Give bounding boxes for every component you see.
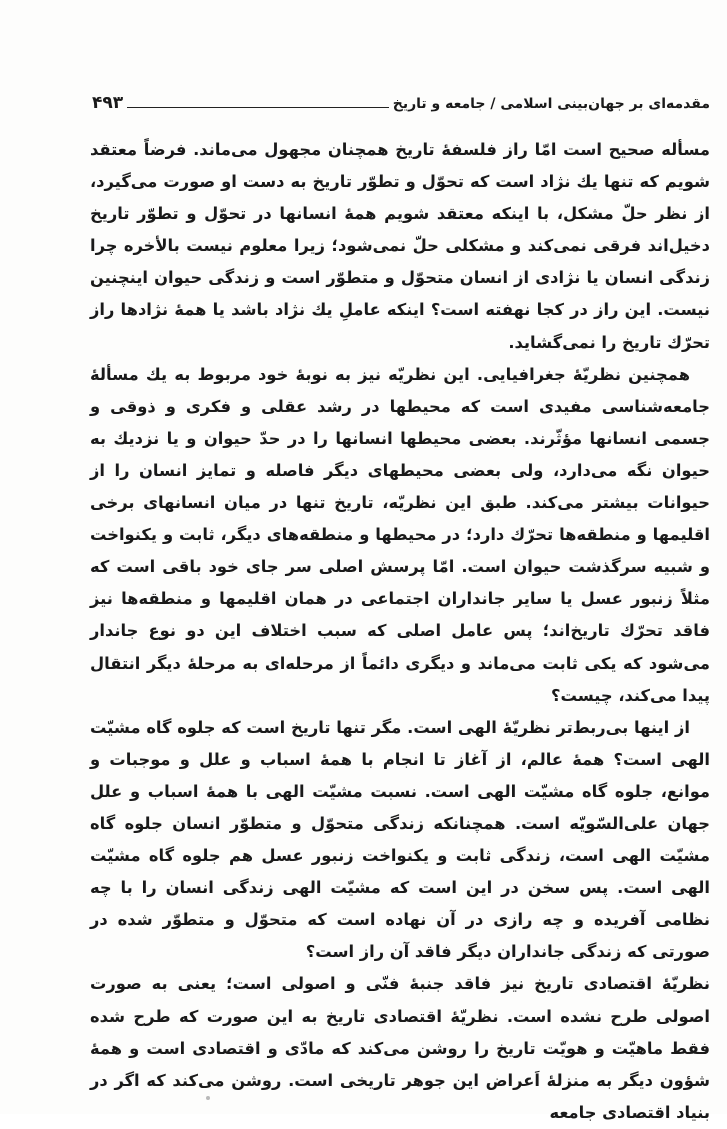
page-header (92, 92, 710, 112)
paragraph-4: نظریّهٔ اقتصادی تاریخ نیز فاقد جنبهٔ فنّی و اصولی است؛ یعنی به صورت اصولی طرح نشده است. نظریّهٔ اقتصادی تاریخ به این صورت که طرح شده فقط ماهیّت و هویّت تاریخ را روشن می‌کند که مادّی و اقتصادی است و همهٔ شؤون دیگر به منزلهٔ اَعراض این جوهر تاریخی است. روشن می‌کند که اگر در بنیاد اقتصادی جامعه (90, 974, 710, 1122)
body-text (90, 134, 710, 1129)
paragraph-2: همچنین نظریّهٔ جغرافیایی. این نظریّه نیز به نوبهٔ خود مربوط به یك مسألهٔ جامعه‌شناسی مفیدی است که محیطها در رشد عقلی و فکری و ذوقی و جسمی انسانها مؤثّرند. بعضی محیطها انسانها را در حدّ حیوان و یا نزدیك به حیوان نگه می‌دارد، ولی بعضی محیطهای دیگر فاصله و تمایز انسان را از حیوانات بیشتر می‌کند. طبق این نظریّه، تاریخ تنها در میان انسانهای برخی اقلیمها و منطقه‌ها تحرّك دارد؛ در محیطها و منطقه‌های دیگر، ثابت و یکنواخت و شبیه سرگذشت حیوان است. امّا پرسش اصلی سر جای خود باقی است که مثلاً زنبور عسل یا سایر جانداران اجتماعی در همان اقلیمها و منطقه‌ها نیز فاقد تحرّك تاریخ‌اند؛ پس عامل اصلی که سبب اختلاف این دو نوع جاندار می‌شود که یکی ثابت می‌ماند و دیگری دائماً از مرحله‌ای به مرحلهٔ دیگر انتقال پیدا می‌کند، چیست؟ (90, 364, 710, 705)
page-number: ۴۹۳ (92, 93, 124, 113)
header-rule (127, 107, 389, 108)
running-title: مقدمه‌ای بر جهان‌بینی اسلامی / جامعه و تاریخ (392, 96, 710, 112)
paragraph-1: مسأله صحیح است امّا راز فلسفهٔ تاریخ همچنان مجهول می‌ماند. فرضاً معتقد شویم که تنها یك نژاد است که تحوّل و تطوّر تاریخ به دست او صورت می‌گیرد، از نظر حلّ مشکل، با اینکه معتقد شویم همهٔ انسانها در تحوّل و تطوّر تاریخ دخیل‌اند فرقی نمی‌کند و مشکلی حلّ نمی‌شود؛ زیرا معلوم نیست بالأخره چرا زندگی انسان یا نژادی از انسان متحوّل و متطوّر است و زندگی حیوان اینچنین نیست. این راز در کجا نهفته است؟ اینکه عاملِ یك نژاد باشد یا همهٔ نژادها راز تحرّك تاریخ را نمی‌گشاید. (90, 140, 710, 352)
scan-speck (206, 1096, 210, 1100)
paragraph-3: از اینها بی‌ربط‌تر نظریّهٔ الهی است. مگر تنها تاریخ است که جلوه گاه مشیّت الهی است؟ همهٔ عالم، از آغاز تا انجام با همهٔ اسباب و علل و موجبات و موانع، جلوه گاه مشیّت الهی است. نسبت مشیّت الهی با همهٔ اسباب و علل جهان علی‌السّویّه است. همچنانکه زندگی متحوّل و متطوّر انسان جلوه گاه مشیّت الهی است، زندگی ثابت و یکنواخت زنبور عسل هم جلوه گاه مشیّت الهی است. پس سخن در این است که مشیّت الهی زندگی انسان را با چه نظامی آفریده و چه رازی در آن نهاده است که متحوّل و متطوّر شده در صورتی که زندگی جانداران دیگر فاقد آن راز است؟ (90, 717, 710, 962)
